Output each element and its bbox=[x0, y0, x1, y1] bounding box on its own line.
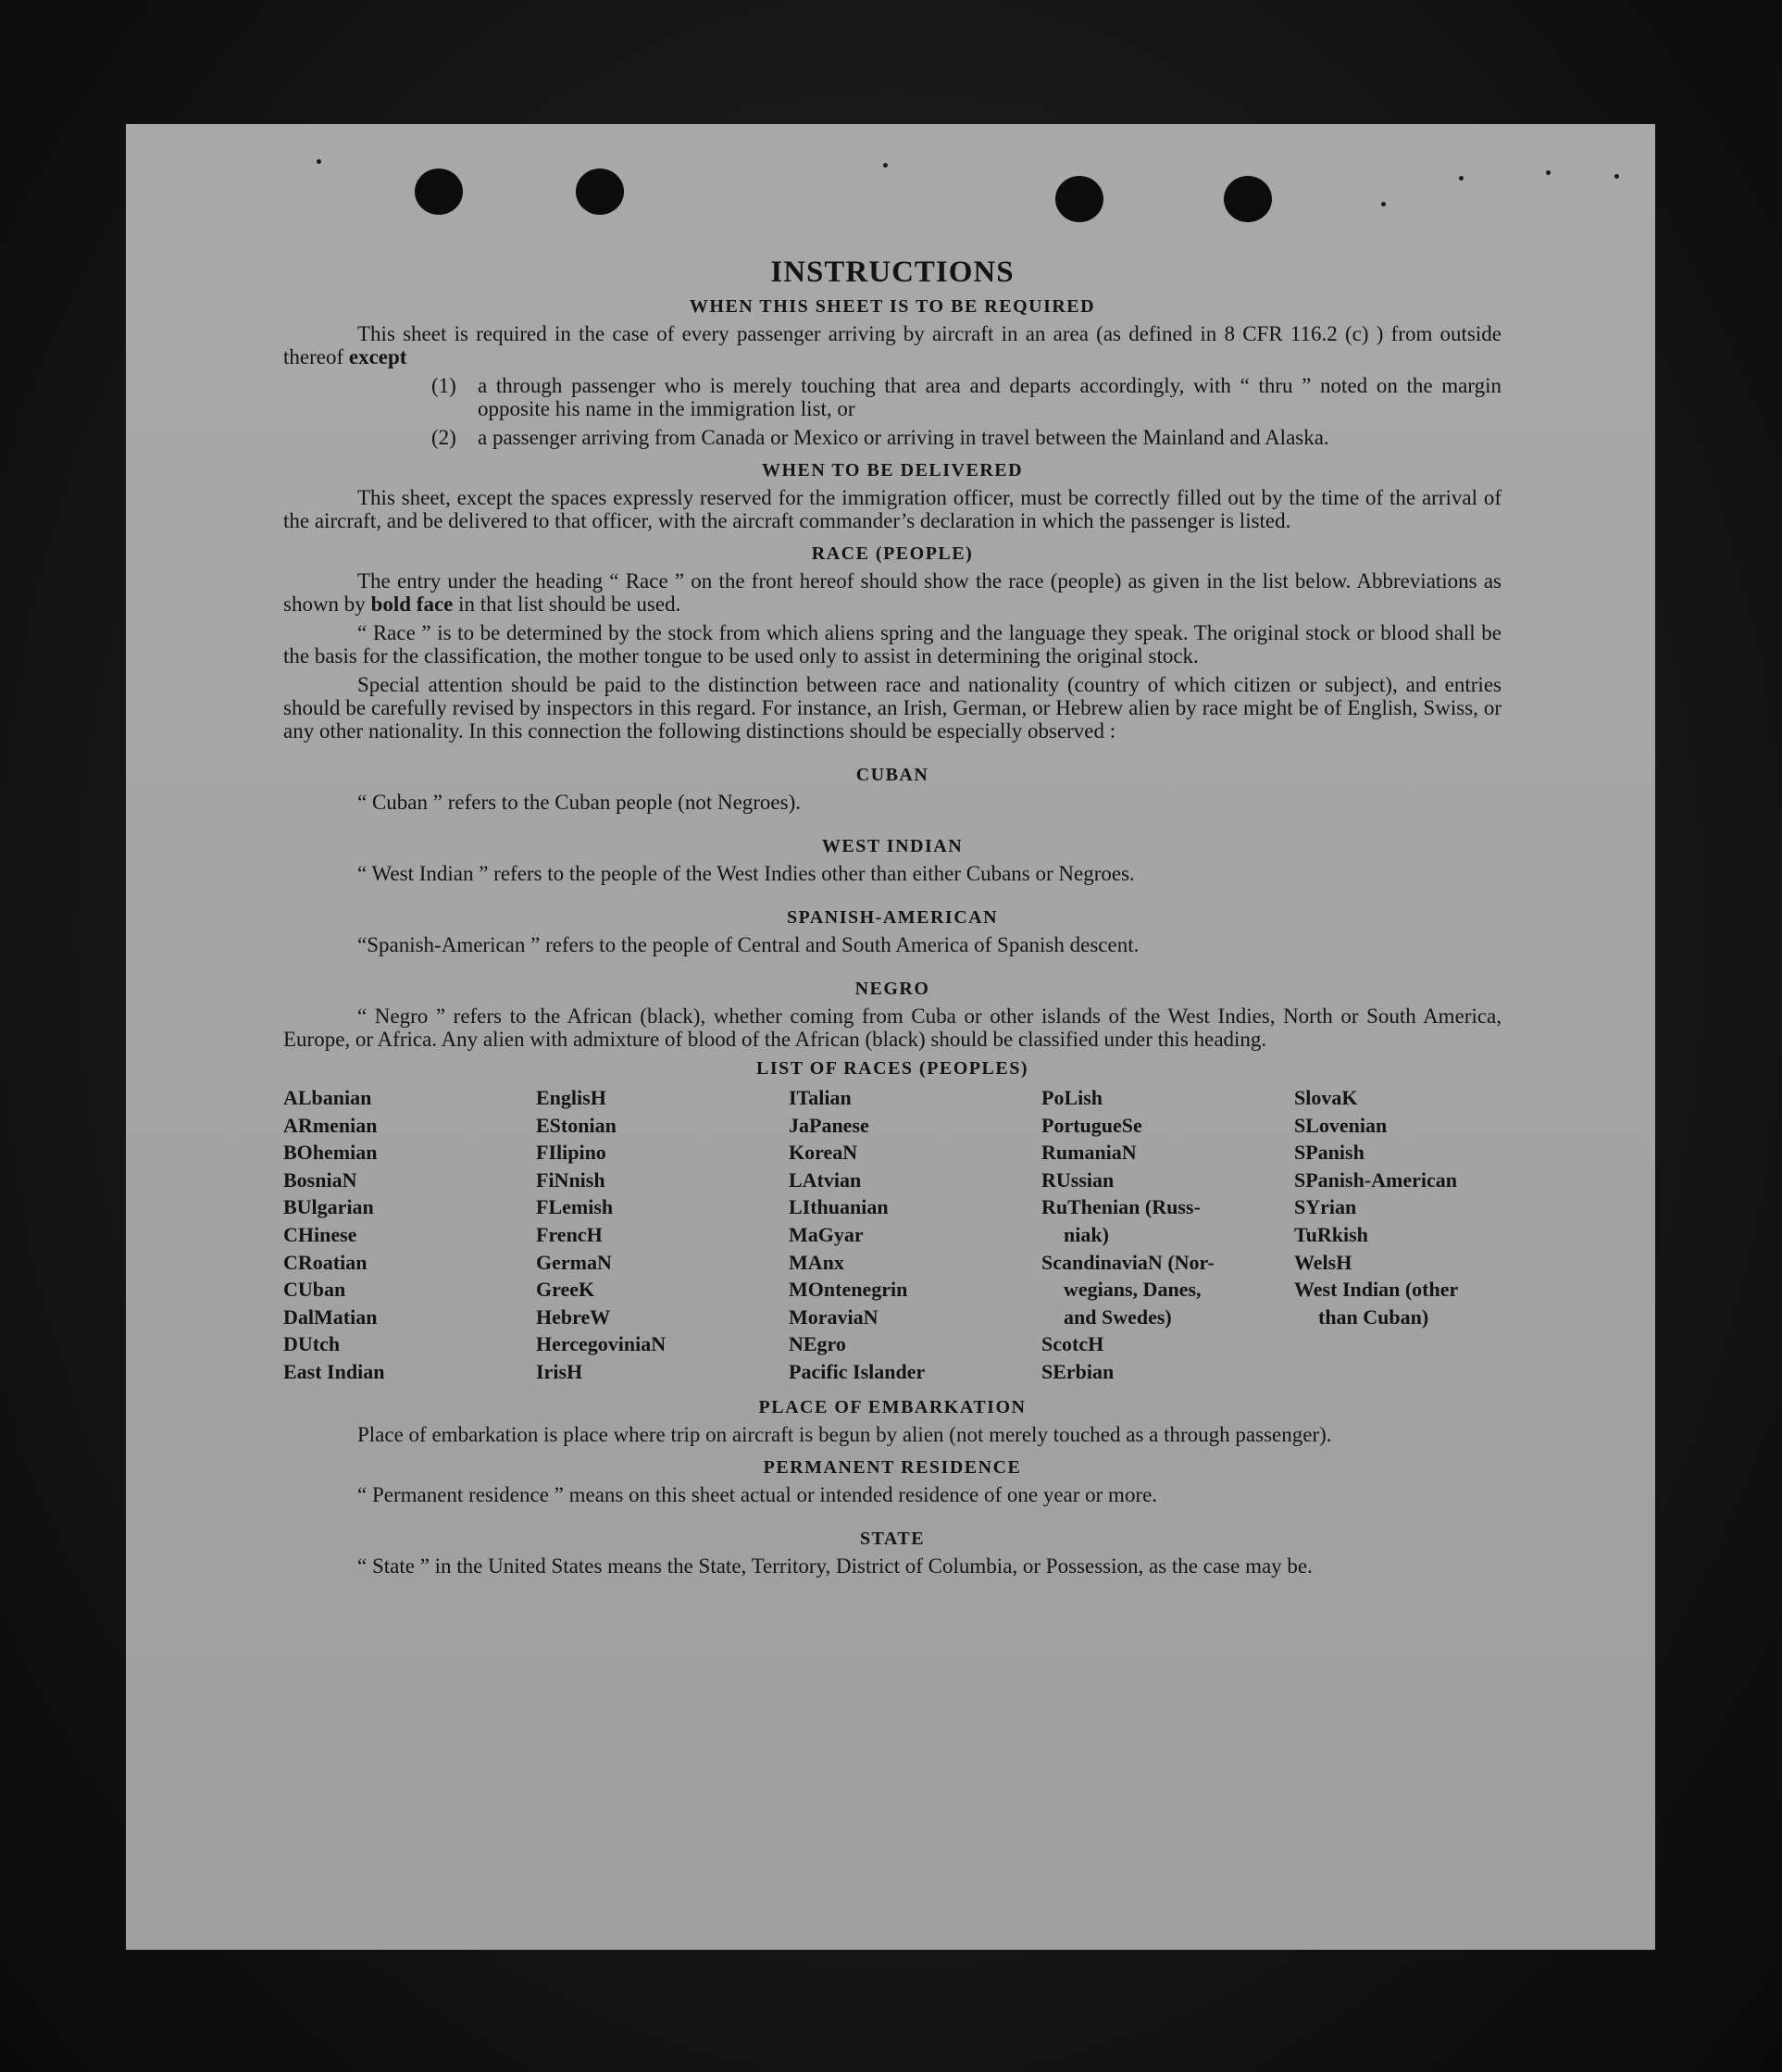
race-entry: Pacific Islander bbox=[789, 1359, 926, 1383]
races-column-5 bbox=[1294, 1084, 1547, 1386]
races-column-2 bbox=[536, 1084, 789, 1386]
race-entry: SYrian bbox=[1294, 1195, 1357, 1219]
race-entry: BOhemian bbox=[283, 1141, 378, 1165]
dust-speck bbox=[1546, 170, 1551, 175]
race-entry: SlovaK bbox=[1294, 1086, 1358, 1109]
dust-speck bbox=[1459, 176, 1464, 181]
text-bold-face: bold face bbox=[370, 593, 454, 616]
heading-residence: PERMANENT RESIDENCE bbox=[763, 1456, 1022, 1478]
race-entry: IrisH bbox=[536, 1359, 583, 1383]
race-entry: SPanish bbox=[1294, 1141, 1365, 1165]
heading-west-indian: WEST INDIAN bbox=[821, 836, 964, 856]
race-entry: ScotcH bbox=[1041, 1332, 1104, 1356]
heading-negro: NEGRO bbox=[854, 979, 930, 999]
heading-list-of-races: LIST OF RACES (PEOPLES) bbox=[755, 1058, 1028, 1079]
race-entry: FiNnish bbox=[536, 1167, 605, 1192]
race-entry: SErbian bbox=[1041, 1359, 1115, 1383]
race-entry: CUban bbox=[283, 1278, 346, 1302]
dust-speck bbox=[1614, 174, 1619, 179]
paragraph-when-required bbox=[283, 322, 1502, 368]
paragraph-race-1 bbox=[283, 569, 1502, 616]
race-entry: KoreaN bbox=[789, 1141, 858, 1165]
page-title: INSTRUCTIONS bbox=[770, 256, 1015, 289]
item-number: (1) bbox=[431, 374, 456, 397]
race-entry: SPanish-American bbox=[1294, 1167, 1457, 1192]
paragraph-spanish-american: “Spanish-American ” refers to the people of Central and South America of Spanish descent. bbox=[357, 933, 1140, 956]
punch-hole bbox=[576, 169, 624, 215]
race-entry: CRoatian bbox=[283, 1250, 368, 1274]
race-entry: ALbanian bbox=[283, 1086, 372, 1109]
paragraph-race-3: Special attention should be paid to the distinction between race and nationality (country of which citizen or subject), and entries should be carefully revised by inspectors in this regard. For instance, an Irish, German, or Hebrew alien by race might be of English, Swiss, or any other nationality. In this connection the following distinctions should be especially observed : bbox=[283, 673, 1502, 743]
races-column-3 bbox=[789, 1084, 1041, 1386]
race-entry: BUlgarian bbox=[283, 1195, 374, 1219]
race-entry: West Indian (other bbox=[1294, 1278, 1459, 1302]
text-race-1c: in that list should be used. bbox=[458, 593, 681, 616]
item-text: a through passenger who is merely touching that area and departs accordingly, with “ thru ” noted on the margin opposite his name in the immigration list, or bbox=[478, 374, 1502, 420]
race-entry: NEgro bbox=[789, 1332, 846, 1356]
text-except: except bbox=[348, 345, 407, 368]
race-entry: SLovenian bbox=[1294, 1113, 1388, 1137]
paragraph-residence: “ Permanent residence ” means on this sheet actual or intended residence of one year or more. bbox=[357, 1482, 1158, 1506]
race-entry: FLemish bbox=[536, 1195, 614, 1219]
races-column-4 bbox=[1041, 1084, 1294, 1386]
race-entry: PoLish bbox=[1041, 1086, 1103, 1109]
race-entry: BosniaN bbox=[283, 1167, 357, 1192]
paragraph-race-2: “ Race ” is to be determined by the stock from which aliens spring and the language they speak. The original stock or blood shall be the basis for the classification, the mother tongue to be used only to assist in determining the original stock. bbox=[283, 621, 1502, 668]
heading-when-required: WHEN THIS SHEET IS TO BE REQUIRED bbox=[689, 296, 1096, 317]
race-entry: GreeK bbox=[536, 1278, 595, 1302]
race-entry: RumaniaN bbox=[1041, 1141, 1137, 1165]
instructions-content bbox=[283, 254, 1502, 1583]
race-entry: CHinese bbox=[283, 1222, 357, 1246]
punch-hole bbox=[1055, 176, 1103, 222]
race-entry: LAtvian bbox=[789, 1167, 862, 1192]
race-entry: PortugueSe bbox=[1041, 1113, 1142, 1137]
races-table bbox=[283, 1084, 1502, 1386]
race-entry: WelsH bbox=[1294, 1250, 1352, 1274]
race-entry: GermaN bbox=[536, 1250, 612, 1274]
paragraph-negro: “ Negro ” refers to the African (black), whether coming from Cuba or other islands of the West Indies, North or South America, Europe, or Africa. Any alien with admixture of blood of the African (black) should be classified under this heading. bbox=[283, 1005, 1502, 1051]
race-entry: MOntenegrin bbox=[789, 1278, 908, 1302]
race-entry: FrencH bbox=[536, 1222, 603, 1246]
paragraph-cuban: “ Cuban ” refers to the Cuban people (not Negroes). bbox=[357, 791, 802, 814]
heading-spanish-american: SPANISH-AMERICAN bbox=[786, 907, 999, 928]
race-entry: MaGyar bbox=[789, 1222, 864, 1246]
race-entry: MoraviaN bbox=[789, 1304, 879, 1329]
race-entry: TuRkish bbox=[1294, 1222, 1368, 1246]
race-entry-continued: and Swedes) bbox=[1064, 1304, 1172, 1329]
paragraph-west-indian: “ West Indian ” refers to the people of the West Indies other than either Cubans or Negroes. bbox=[357, 862, 1135, 885]
heading-cuban: CUBAN bbox=[855, 765, 929, 785]
dust-speck bbox=[883, 163, 888, 168]
race-entry: RuThenian (Russ- bbox=[1041, 1195, 1201, 1219]
item-text: a passenger arriving from Canada or Mexico or arriving in travel between the Mainland and Alaska. bbox=[478, 426, 1329, 449]
race-entry: ARmenian bbox=[283, 1113, 378, 1137]
races-column-1 bbox=[283, 1084, 536, 1386]
heading-when-delivered: WHEN TO BE DELIVERED bbox=[761, 460, 1024, 481]
paragraph-when-delivered: This sheet, except the spaces expressly reserved for the immigration officer, must be correctly filled out by the time of the arrival of the aircraft, and be delivered to that officer, with the aircraft commander’s declaration in which the passenger is listed. bbox=[283, 486, 1502, 532]
race-entry: FIlipino bbox=[536, 1141, 606, 1165]
heading-embarkation: PLACE OF EMBARKATION bbox=[758, 1396, 1027, 1417]
race-entry: ITalian bbox=[789, 1086, 852, 1109]
race-entry: EnglisH bbox=[536, 1086, 606, 1109]
text-when-required: This sheet is required in the case of every passenger arriving by aircraft in an area (as defined in 8 CFR 116.2 (c) ) from outside thereof bbox=[283, 322, 1502, 368]
dust-speck bbox=[1381, 202, 1386, 206]
race-entry-continued: wegians, Danes, bbox=[1064, 1278, 1202, 1302]
race-entry: DalMatian bbox=[283, 1304, 378, 1329]
list-item bbox=[431, 374, 1502, 420]
race-entry: HebreW bbox=[536, 1304, 611, 1329]
race-entry-continued: than Cuban) bbox=[1318, 1304, 1429, 1329]
race-entry: JaPanese bbox=[789, 1113, 869, 1137]
punch-hole bbox=[1224, 176, 1272, 222]
punch-hole bbox=[415, 169, 463, 215]
race-entry: RUssian bbox=[1041, 1167, 1115, 1192]
race-entry: DUtch bbox=[283, 1332, 341, 1356]
race-entry-continued: niak) bbox=[1064, 1222, 1109, 1246]
race-entry: LIthuanian bbox=[789, 1195, 889, 1219]
paragraph-state: “ State ” in the United States means the State, Territory, District of Columbia, or Possession, as the case may be. bbox=[357, 1554, 1313, 1578]
item-number: (2) bbox=[431, 426, 456, 449]
text-race-1a: The entry under the heading “ Race ” on the front hereof should show the race (people) as given in the list below. Abbreviations as shown by bbox=[283, 569, 1502, 616]
race-entry: HercegoviniaN bbox=[536, 1332, 667, 1356]
race-entry: ScandinaviaN (Nor- bbox=[1041, 1250, 1215, 1274]
document-sheet bbox=[126, 124, 1655, 1950]
heading-state: STATE bbox=[859, 1528, 926, 1549]
race-entry: EStonian bbox=[536, 1113, 617, 1137]
paragraph-embarkation: Place of embarkation is place where trip on aircraft is begun by alien (not merely touched as a through passenger). bbox=[357, 1422, 1332, 1446]
heading-race: RACE (PEOPLE) bbox=[811, 543, 974, 564]
race-entry: East Indian bbox=[283, 1359, 385, 1383]
dust-speck bbox=[317, 159, 321, 164]
race-entry: MAnx bbox=[789, 1250, 844, 1274]
list-item bbox=[431, 426, 1502, 449]
